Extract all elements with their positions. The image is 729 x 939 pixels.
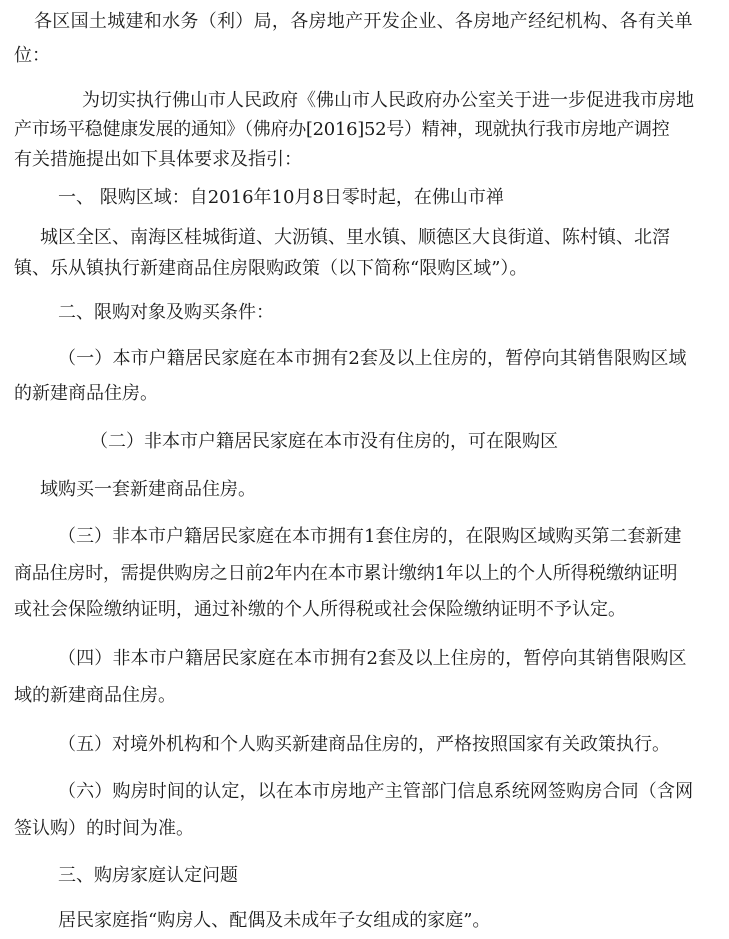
item-2-line-1: （二）非本市户籍居民家庭在本市没有住房的，可在限购区: [90, 431, 558, 452]
addressee-line-2: 位：: [14, 45, 50, 66]
item-5: （五）对境外机构和个人购买新建商品住房的，严格按照国家有关政策执行。: [58, 734, 670, 755]
addressee-line-1: 各区国土城建和水务（利）局，各房地产开发企业、各房地产经纪机构、各有关单: [34, 11, 693, 32]
section-1-line-2: 城区全区、南海区桂城街道、大沥镇、里水镇、顺德区大良街道、陈村镇、北滘: [40, 227, 670, 248]
intro-paragraph-line-1: 为切实执行佛山市人民政府《佛山市人民政府办公室关于进一步促进我市房地: [82, 90, 694, 111]
item-3-line-1: （三）非本市户籍居民家庭在本市拥有1套住房的，在限购区域购买第二套新建: [58, 526, 682, 547]
intro-paragraph-line-3: 有关措施提出如下具体要求及指引：: [14, 149, 302, 170]
item-2-line-2: 域购买一套新建商品住房。: [40, 479, 256, 500]
item-3-line-2: 商品住房时，需提供购房之日前2年内在本市累计缴纳1年以上的个人所得税缴纳证明: [14, 563, 678, 584]
section-2-heading: 二、限购对象及购买条件：: [58, 302, 274, 323]
section-3-heading: 三、购房家庭认定问题: [58, 865, 238, 886]
item-4-line-1: （四）非本市户籍居民家庭在本市拥有2套及以上住房的，暂停向其销售限购区: [58, 648, 687, 669]
item-6-line-1: （六）购房时间的认定，以在本市房地产主管部门信息系统网签购房合同（含网: [58, 781, 694, 802]
intro-paragraph-line-2: 产市场平稳健康发展的通知》（佛府办[2016]52号）精神，现就执行我市房地产调控: [14, 119, 670, 140]
item-4-line-2: 域的新建商品住房。: [14, 685, 176, 706]
item-6-line-2: 签认购）的时间为准。: [14, 818, 194, 839]
item-1-line-2: 的新建商品住房。: [14, 383, 158, 404]
item-3-line-3: 或社会保险缴纳证明，通过补缴的个人所得税或社会保险缴纳证明不予认定。: [14, 599, 626, 620]
section-1-line-3: 镇、乐从镇执行新建商品住房限购政策（以下简称“限购区域”）。: [14, 258, 528, 279]
section-1-heading: 一、 限购区域：自2016年10月8日零时起，在佛山市禅: [58, 187, 504, 208]
item-1-line-1: （一）本市户籍居民家庭在本市拥有2套及以上住房的，暂停向其销售限购区域: [58, 348, 687, 369]
section-3-line-1: 居民家庭指“购房人、配偶及未成年子女组成的家庭”。: [58, 910, 491, 931]
